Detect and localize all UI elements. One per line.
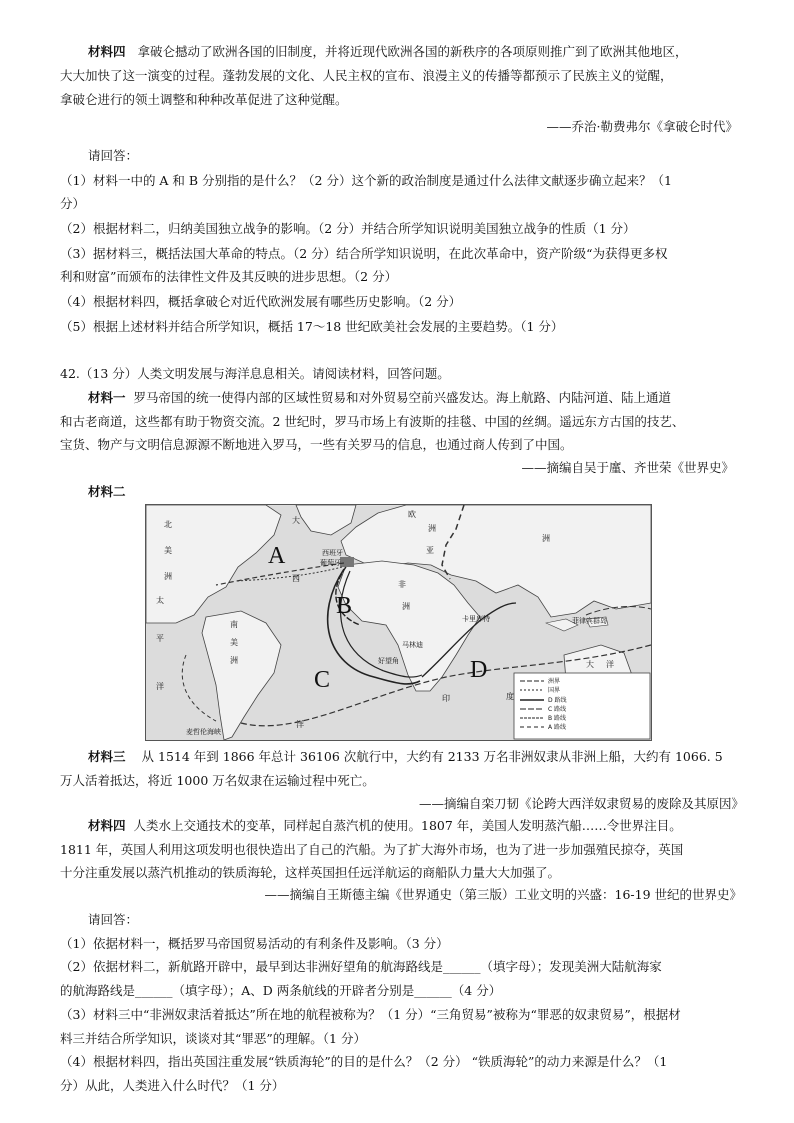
q42-question-1: （1）依据材料一，概括罗马帝国贸易活动的有利条件及影响。（3 分） — [60, 936, 449, 951]
route-a-return-line — [236, 567, 342, 581]
iberia-marker — [340, 557, 354, 567]
material-4-line-2: 大大加快了这一演变的过程。蓬勃发展的文化、人民主权的宣布、浪漫主义的传播等都预示了民族主义的觉醒， — [60, 68, 673, 83]
q42-material-3-label: 材料三 — [88, 749, 126, 764]
label-philippines: 菲律宾群岛 — [572, 617, 607, 625]
q41-line-1: （1）材料一中的 A 和 B 分别指的是什么？（2 分）这个新的政治制度是通过什么法律文献逐步确立起来？（1 — [60, 173, 672, 188]
region-pac-1: 太 — [156, 596, 164, 605]
q42-material-1-line-3: 宝货、物产与文明信息源源不断地进入罗马，一些有关罗马的信息，也通过商人传到了中国。 — [60, 437, 573, 452]
region-na-1: 北 — [164, 520, 172, 529]
region-ind-2: 度 — [506, 692, 514, 701]
south-america-landmass — [202, 611, 281, 740]
region-atl-1: 大 — [292, 516, 300, 525]
q41-prompt: 请回答： — [88, 148, 139, 163]
region-as-2: 洲 — [542, 534, 550, 543]
q41-line-3: （2）根据材料二，归纳美国独立战争的影响。（2 分）并结合所学知识说明美国独立战争的性质（1 分） — [60, 221, 636, 236]
q42-material-3-source: ——摘编自栾刀韧《论跨大西洋奴隶贸易的废除及其原因》 — [418, 796, 744, 811]
region-eu-2: 洲 — [428, 524, 436, 533]
q42-question-2-line-1: （2）依据材料二，新航路开辟中，最早到达非洲好望角的航海路线是______（填字母）；发现美洲大陆航海家 — [60, 959, 662, 974]
legend-route-d: D 路线 — [548, 697, 567, 704]
q42-material-3-line-2: 万人活着抵达，将近 1000 万名奴隶在运输过程中死亡。 — [60, 773, 375, 788]
region-atl-3: 洋 — [296, 720, 304, 729]
q42-question-3-line-2: 料三并结合所学知识，谈谈对其“罪恶”的理解。（1 分） — [60, 1031, 366, 1046]
label-portugal: 葡萄牙 — [320, 559, 341, 567]
q42-question-3-line-1: （3）材料三中“非洲奴隶活着抵达”所在地的航程被称为？（1 分）“三角贸易”被称为“罪恶的奴隶贸易”，根据材 — [60, 1007, 681, 1022]
region-oce-2: 洋 — [606, 660, 614, 669]
q42-question-4-line-1: （4）根据材料四，指出英国注重发展“铁质海轮”的目的是什么？（2 分） “铁质海轮”的动力来源是什么？（1 — [60, 1054, 668, 1069]
label-malindi: 马林迪 — [402, 641, 423, 649]
region-af-1: 非 — [398, 580, 406, 589]
q42-material-1-source: ——摘编自吴于廑、齐世荣《世界史》 — [521, 460, 734, 475]
q42-material-1-line-2: 和古老商道，这些都有助于物资交流。2 世纪时，罗马市场上有波斯的挂毯、中国的丝绸。遥远东方古国的技艺、 — [60, 414, 685, 429]
material-4-line-1: 材料四 拿破仑撼动了欧洲各国的旧制度，并将近现代欧洲各国的新秩序的各项原则推广到了欧洲其他地区， — [88, 44, 688, 59]
legend-route-a: A 路线 — [548, 724, 567, 731]
q42-material-1-label: 材料一 — [88, 390, 126, 405]
q42-question-2-line-2: 的航海路线是______（填字母）；A、D 两条航线的开辟者分别是______（4 分） — [60, 983, 502, 998]
map-legend — [514, 673, 650, 739]
region-pac-3: 洋 — [156, 682, 164, 691]
route-letter-d: D — [470, 657, 488, 683]
region-pac-2: 平 — [156, 634, 164, 643]
q41-line-6: （4）根据材料四，概括拿破仑对近代欧洲发展有哪些历史影响。（2 分） — [60, 294, 462, 309]
region-as-1: 亚 — [426, 546, 434, 555]
region-sa-3: 洲 — [230, 656, 238, 665]
q42-prompt: 请回答： — [88, 912, 139, 927]
q42-material-3-line-1: 材料三 从 1514 年到 1866 年总计 36106 次航行中，大约有 2133 万名非洲奴隶从非洲上船，大约有 1066. 5 — [88, 749, 723, 764]
region-na-3: 洲 — [164, 572, 172, 581]
region-oce-1: 大 — [586, 660, 594, 669]
region-eu-1: 欧 — [408, 510, 416, 519]
q42-heading: 42.（13 分）人类文明发展与海洋息息相关。请阅读材料，回答问题。 — [60, 366, 450, 381]
region-af-2: 洲 — [402, 602, 410, 611]
region-atl-2: 西 — [292, 574, 300, 583]
q42-material-4-source: ——摘编自王斯德主编《世界通史（第三版）工业文明的兴盛：16-19 世纪的世界史》 — [264, 887, 742, 902]
route-map-svg — [146, 505, 651, 740]
material-4-label: 材料四 — [88, 44, 126, 59]
q41-line-2: 分） — [60, 196, 86, 211]
q41-line-7: （5）根据上述材料并结合所学知识，概括 17～18 世纪欧美社会发展的主要趋势。（1 分） — [60, 319, 564, 334]
label-cape-of-good-hope: 好望角 — [378, 657, 399, 665]
material-4-line-3: 拿破仑进行的领土调整和种种改革促进了这种觉醒。 — [60, 92, 348, 107]
q41-line-4: （3）据材料三，概括法国大革命的特点。（2 分）结合所学知识说明，在此次革命中，资产阶级“为获得更多权 — [60, 246, 668, 261]
legend-national-boundary: 国界 — [548, 687, 561, 694]
region-sa-1: 南 — [230, 620, 238, 629]
material-4-source: ——乔治·勒费弗尔《拿破仑时代》 — [546, 119, 738, 134]
q41-line-5: 利和财富”而颁布的法律性文件及其反映的进步思想。（2 分） — [60, 269, 398, 284]
route-letter-c: C — [314, 667, 331, 693]
q42-material-2-label: 材料二 — [88, 484, 126, 499]
q42-material-4-line-2: 1811 年，英国人利用这项发明也很快造出了自己的汽船。为了扩大海外市场，也为了进一步加强殖民掠夺，英国 — [60, 842, 684, 857]
route-letter-b: B — [336, 593, 353, 619]
legend-route-c: C 路线 — [548, 706, 567, 713]
label-calicut: 卡里库特 — [462, 615, 490, 623]
q42-material-4-label: 材料四 — [88, 818, 126, 833]
q42-material-4-line-3: 十分注重发展以蒸汽机推动的铁质海轮，这样英国担任远洋航运的商船队力量大大加强了。 — [60, 865, 561, 880]
q42-material-4-line-1: 材料四 人类水上交通技术的变革，同样起自蒸汽机的使用。1807 年，美国人发明蒸汽船……令世界注目。 — [88, 818, 682, 833]
legend-continent-boundary: 洲界 — [548, 678, 561, 685]
q42-material-1-line-1: 材料一 罗马帝国的统一使得内部的区域性贸易和对外贸易空前兴盛发达。海上航路、内陆河道、陆上通道 — [88, 390, 672, 405]
label-spain: 西班牙 — [322, 549, 343, 557]
route-letter-a: A — [268, 543, 286, 569]
region-na-2: 美 — [164, 546, 172, 555]
region-ind-1: 印 — [442, 694, 450, 703]
q42-question-4-line-2: 分）从此，人类进入什么时代？（1 分） — [60, 1078, 285, 1093]
legend-route-b: B 路线 — [548, 715, 567, 722]
route-map — [145, 504, 652, 741]
region-sa-2: 美 — [230, 638, 238, 647]
greenland-landmass — [296, 505, 356, 535]
label-magellan-strait: 麦哲伦海峡 — [186, 728, 221, 736]
